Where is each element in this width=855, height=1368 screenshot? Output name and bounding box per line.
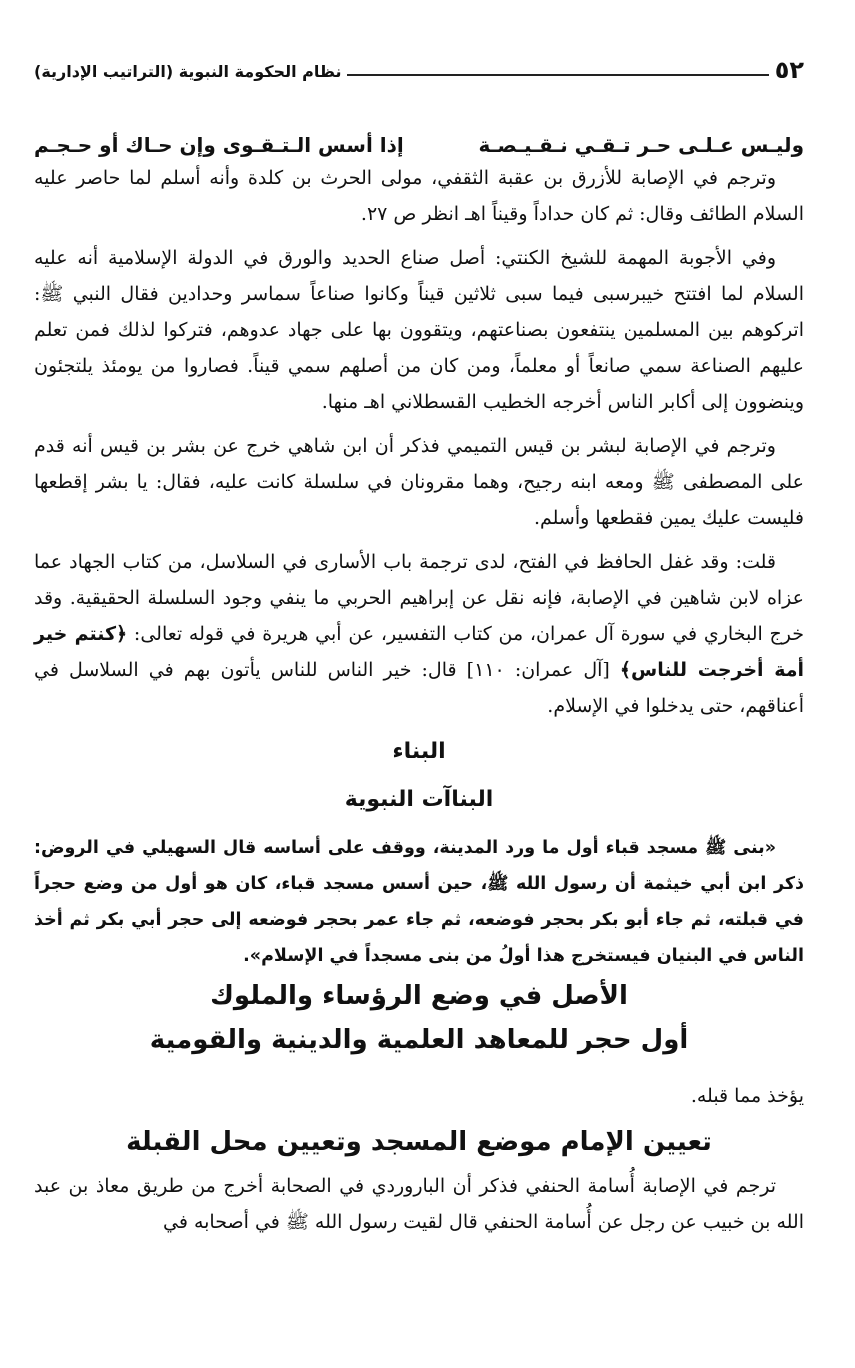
page-number: ٥٢: [774, 56, 804, 84]
quran-verse: ﴿كنتم خير أمة أخرجت للناس﴾: [34, 623, 804, 681]
paragraph-usama: ترجم في الإصابة أُسامة الحنفي فذكر أن الباروردي في الصحابة أخرج من طريق معاذ بن عبد الله بن خبيب عن رجل عن أُسامة الحنفي قال لقيت رسول الله ﷺ في أصحابه في: [34, 1175, 804, 1233]
paragraph-yukhadh: يؤخذ مما قبله.: [690, 1085, 804, 1107]
heading-tayin-imam: تعيين الإمام موضع المسجد وتعيين محل القبلة: [126, 1127, 712, 1157]
quote-quba-mosque: «بنى ﷺ مسجد قباء أول ما ورد المدينة، ووقف على أساسه قال السهيلي في الروض: ذكر ابن أبي خيثمة أن رسول الله ﷺ، حين أسس مسجد قباء، كان هو أول من وضع حجراً في قبلته، ثم جاء أبو بكر بحجر فوضعه، ثم جاء عمر بحجر فوضعه إلى حجر أبي بكر ثم أخذ الناس في البنيان فيستخرج هذا أولُ من بنى مسجداً في الإسلام».: [34, 838, 804, 966]
header-rule: [347, 74, 768, 76]
paragraph-azraq: وترجم في الإصابة للأزرق بن عقبة الثقفي، مولى الحرث بن كلدة وأنه أسلم لما حاصر عليه السلام الطائف وقال: ثم كان حداداً وقيناً اهـ انظر ص ٢٧.: [34, 167, 804, 225]
qult-text-after: [آل عمران: ١١٠] قال: خير الناس للناس يأتون بهم في السلاسل في أعناقهم، حتى يدخلوا في الإسلام.: [34, 659, 804, 717]
running-title: نظام الحكومة النبوية (التراتيب الإدارية): [34, 62, 342, 81]
book-page: [34, 48, 804, 1240]
paragraph-kunti: وفي الأجوبة المهمة للشيخ الكنتي: أصل صناع الحديد والورق في الدولة الإسلامية أنه عليه السلام لما افتتح خيبرسبى فيما سبى ثلاثين قيناً وكانوا صناعاً سماسر وحدادين فقال النبي ﷺ: اتركوهم بين المسلمين ينتفعون بصناعتهم، ويتقوون بها على جهاد عدوهم، فتركوا لذلك فمن تعلم عليهم الصناعة سمي صانعاً أو معلماً، ومن كان من أصلهم سمي قيناً. فصاروا من يومئذ يلتجئون وينضوون إلى أكابر الناس أخرجه الخطيب القسطلاني اهـ منها.: [34, 247, 804, 413]
poem-verse: [34, 130, 804, 160]
heading-binaat-nabawiyya: البناآت النبوية: [344, 787, 494, 812]
paragraph-qult: [34, 544, 804, 724]
poem-hemistich-right: وليـس عـلـى حـر تـقـي نـقـيـصـة: [478, 133, 804, 157]
heading-asl: الأصل في وضع الرؤساء والملوك: [210, 981, 628, 1011]
heading-binaa: البناء: [392, 739, 446, 764]
page-header: [34, 48, 804, 82]
poem-hemistich-left: إذا أسس الـتـقـوى وإن حـاك أو حـجـم: [34, 133, 404, 157]
paragraph-bishr: وترجم في الإصابة لبشر بن قيس التميمي فذكر أن ابن شاهي خرج عن بشر بن قيس أنه قدم على المصطفى ﷺ ومعه ابنه رجيح، وهما مقرونان في سلسلة كانت عليه، فقال: يا بشر إقطعها فليست عليك يمين فقطعها وأسلم.: [34, 435, 804, 529]
qult-text-before: قلت: وقد غفل الحافظ في الفتح، لدى ترجمة باب الأسارى في السلاسل، من كتاب الجهاد عما عزاه لابن شاهين في الإصابة، فإنه نقل عن إبراهيم الحربي ما ينفي وجود السلسلة الحقيقية. وقد خرج البخاري في سورة آل عمران، من كتاب التفسير، عن أبي هريرة في قوله تعالى:: [34, 551, 805, 645]
heading-awwal-hajar: أول حجر للمعاهد العلمية والدينية والقومية: [149, 1025, 689, 1055]
